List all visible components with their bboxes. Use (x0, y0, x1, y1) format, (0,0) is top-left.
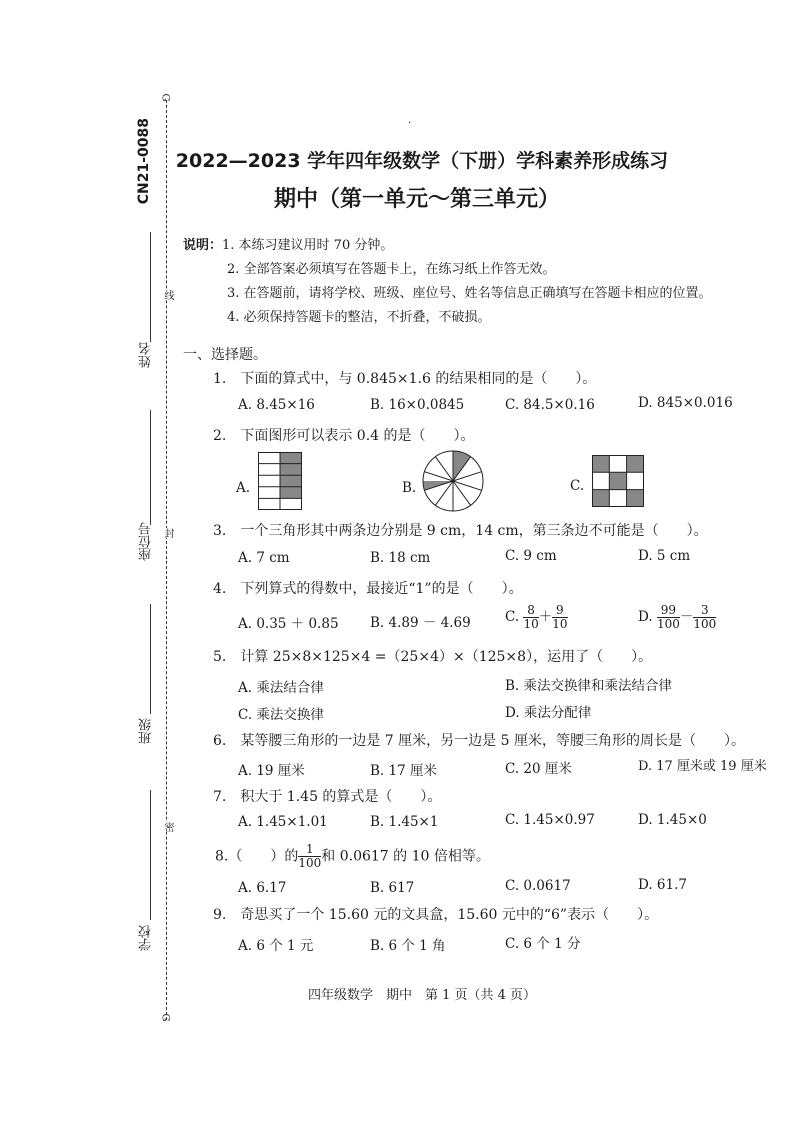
name-field-line (150, 232, 151, 342)
page-subtitle: 期中（第一单元～第三单元） (273, 187, 560, 212)
seat-field-line (150, 410, 151, 525)
option-a: A. 6 个 1 元 (238, 938, 314, 954)
cut-mark-line: 线 (162, 290, 173, 300)
fraction: $\frac{8}{10}$ (523, 603, 539, 631)
fraction: $\frac{99}{100}$ (656, 603, 680, 631)
class-field-label: 班级 (139, 718, 154, 744)
instruction-item: 3. 在答题前，请将学校、班级、座位号、姓名等信息正确填写在答题卡相应的位置。 (227, 286, 712, 301)
section-title: 一、选择题。 (183, 347, 267, 363)
option-a: A. 1.45×1.01 (238, 814, 328, 830)
option-a: A. 0.35 ＋ 0.85 (238, 616, 339, 632)
cut-mark-secret: 密 (162, 822, 173, 832)
figure-a-grid (258, 452, 302, 510)
figure-c-grid (592, 455, 644, 507)
fraction: $\frac{9}{10}$ (552, 603, 568, 631)
instructions-label: 说明： (183, 238, 223, 253)
option-d: D. 17 厘米或 19 厘米 (638, 759, 767, 774)
option-d: D. 61.7 (638, 877, 687, 893)
option-a: A. 7 cm (238, 550, 290, 566)
option-a: A. 19 厘米 (238, 763, 305, 779)
page-footer: 四年级数学 期中 第 1 页（共 4 页） (307, 988, 537, 1003)
option-c: C. 1.45×0.97 (505, 812, 595, 828)
fraction: $\frac{1}{100}$ (298, 842, 322, 870)
question-1: 1. 下面的算式中，与 0.845×1.6 的结果相同的是（ ）。 (213, 371, 597, 387)
option-c: C. 6 个 1 分 (505, 936, 581, 952)
option-b: B. 4.89 － 4.69 (370, 615, 471, 631)
instruction-item: 2. 全部答案必须填写在答题卡上，在练习纸上作答无效。 (227, 262, 556, 277)
option-b: B. 6 个 1 角 (370, 938, 446, 954)
option-a: A. 乘法结合律 (238, 680, 324, 696)
option-b: B. 16×0.0845 (370, 397, 465, 413)
question-7: 7. 积大于 1.45 的算式是（ ）。 (213, 789, 442, 805)
question-3: 3. 一个三角形其中两条边分别是 9 cm，14 cm，第三条边不可能是（ ）。 (213, 523, 708, 539)
question-4: 4. 下列算式的得数中，最接近“1”的是（ ）。 (213, 581, 523, 597)
question-2: 2. 下面图形可以表示 0.4 的是（ ）。 (213, 428, 475, 444)
fraction: $\frac{3}{100}$ (693, 603, 717, 631)
school-field-label: 学校 (139, 925, 154, 951)
option-c: C. 9 cm (505, 548, 557, 564)
option-b: B. 乘法交换律和乘法结合律 (505, 678, 673, 694)
option-c: C. $\frac{8}{10}$ ＋ $\frac{9}{10}$ (505, 603, 568, 631)
question-8: 8.（ ）的 $\frac{1}{100}$ 和 0.0617 的 10 倍相等。 (215, 842, 490, 870)
option-d: D. 5 cm (638, 548, 691, 564)
margin-bottom-mark: G (159, 1013, 171, 1022)
option-a: A. 8.45×16 (238, 397, 315, 413)
page-dot: · (408, 118, 412, 129)
option-a: A. (236, 480, 251, 496)
option-c: C. 84.5×0.16 (505, 397, 595, 413)
binding-dashed-line (166, 100, 167, 1020)
seat-field-label: 座位号 (139, 522, 154, 561)
option-b: B. 617 (370, 880, 415, 896)
option-c: C. 20 厘米 (505, 761, 572, 777)
figure-b-circle (422, 450, 484, 512)
instruction-item: 4. 必须保持答题卡的整洁，不折叠，不破损。 (227, 310, 491, 325)
cut-mark-seal: 封 (162, 528, 173, 538)
document-code: CN21-0088 (136, 118, 152, 205)
option-d: D. 1.45×0 (638, 812, 707, 828)
question-5: 5. 计算 25×8×125×4 =（25×4）×（125×8），运用了（ ）。 (213, 649, 653, 665)
question-6: 6. 某等腰三角形的一边是 7 厘米，另一边是 5 厘米，等腰三角形的周长是（ ）。 (213, 733, 745, 749)
option-c: C. (570, 478, 585, 494)
option-c: C. 0.0617 (505, 878, 571, 894)
option-b: B. (402, 480, 417, 496)
instructions (183, 234, 712, 330)
question-9: 9. 奇思买了一个 15.60 元的文具盒，15.60 元中的“6”表示（ ）。 (213, 907, 659, 923)
page-title: 2022—2023 学年四年级数学（下册）学科素养形成练习 (175, 150, 669, 172)
option-b: B. 18 cm (370, 550, 431, 566)
option-b: B. 17 厘米 (370, 763, 437, 779)
class-field-line (150, 604, 151, 714)
margin-top-mark: G (159, 93, 171, 102)
option-d: D. $\frac{99}{100}$ － $\frac{3}{100}$ (638, 603, 717, 631)
option-d: D. 乘法分配律 (505, 705, 592, 721)
option-a: A. 6.17 (238, 880, 287, 896)
option-d: D. 845×0.016 (638, 395, 733, 411)
option-c: C. 乘法交换律 (238, 707, 324, 723)
school-field-line (150, 790, 151, 920)
instruction-item: 1. 本练习建议用时 70 分钟。 (222, 238, 394, 253)
name-field-label: 姓名 (139, 342, 154, 368)
option-b: B. 1.45×1 (370, 814, 439, 830)
